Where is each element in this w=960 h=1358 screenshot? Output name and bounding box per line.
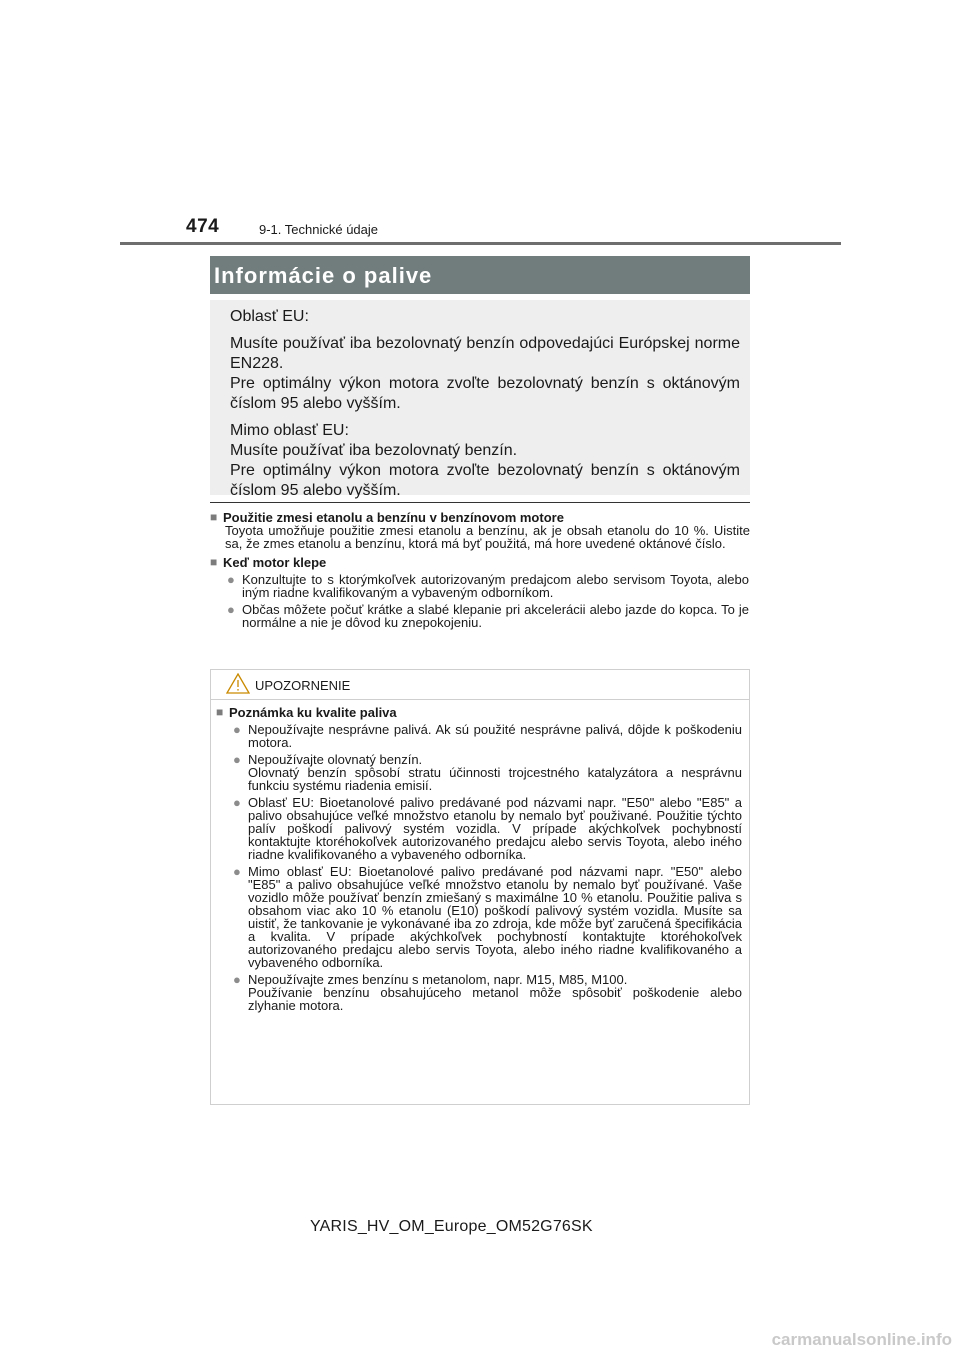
list-item: ● Mimo oblasť EU: Bioetanolové palivo predávané pod názvami napr. "E50" alebo "E85" a palivo obsahujúce veľké množstvo etanolu by nemalo byť používané. Vaše vozidlo môže používať benzín zmiešaný s maximálne 10 % etanolu. Použitie paliva s obsahom viac ako 10 % etanolu (E10) poškodí palivový systém vozidla. Musíte sa uistiť, že tankovanie je vykonávané iba zo zdroja, kde môže byť zaručená špecifikácia a kvalita. V prípade akýchkoľvek pochybností kontaktujte ktoréhokoľvek autorizovaného predajcu alebo servis Toyota, alebo iného riadne kvalifikovaného a vybaveného odborníka. [216,865,743,969]
list-item [216,753,743,792]
page-number: 474 [186,216,220,237]
eu-label: Oblasť EU: [230,308,309,325]
note-heading-ethanol: ■ Použitie zmesi etanolu a benzínu v benzínovom motore [210,510,564,525]
circle-bullet-icon: ● [233,722,241,737]
section-divider [210,502,750,503]
list-item: ● Konzultujte to s ktorýmkoľvek autorizovaným predajcom alebo servisom Toyota, alebo iným riadne kvalifikovaným a vybaveným odborníkom. [210,573,750,599]
non-eu-label: Mimo oblasť EU: [230,422,349,439]
methanol-effect: Používanie benzínu obsahujúceho metanol môže spôsobiť poškodenie alebo zlyhanie motora. [248,985,742,1013]
page-title: Informácie o palive [210,256,750,294]
list-item: ● Občas môžete počuť krátke a slabé klepanie pri akcelerácii alebo jazde do kopca. To je normálne a nie je dôvod ku znepokojeniu. [210,603,750,629]
section-title: 9-1. Technické údaje [259,222,379,237]
leaded-fuel-line: Nepoužívajte olovnatý benzín. [248,752,423,767]
leaded-fuel-effect: Olovnatý benzín spôsobí stratu účinnosti trojcestného katalyzátora a nesprávnu funkciu systému riadenia emisií. [248,765,742,793]
caution-body [211,700,749,1012]
circle-bullet-icon: ● [227,572,235,587]
note-heading-knock: ■ Keď motor klepe [210,555,327,570]
methanol-line: Nepoužívajte zmes benzínu s metanolom, napr. M15, M85, M100. [248,972,628,987]
eu-octane: Pre optimálny výkon motora zvoľte bezolovnatý benzín s oktánovým číslom 95 alebo vyšším. [230,375,740,412]
fuel-info-box [210,300,750,499]
circle-bullet-icon: ● [233,972,241,987]
main-notes [210,511,750,629]
circle-bullet-icon: ● [233,752,241,767]
circle-bullet-icon: ● [233,795,241,810]
list-item: ● Oblasť EU: Bioetanolové palivo predávané pod názvami napr. "E50" alebo "E85" a palivo obsahujúce veľké množstvo etanolu by nemalo byť použivané. Použitie týchto palív poškodí palivový systém vozidla. V prípade akýchkoľvek pochybností kontaktujte ktoréhokoľvek autorizovaného predajcu alebo servis Toyota, alebo iného riadne kvalifikovaného a vybaveného odborníka. [216,796,743,861]
list-item: ● Nepoužívajte nesprávne palivá. Ak sú použité nesprávne palivá, dôjde k poškodeniu motora. [216,723,743,749]
circle-bullet-icon: ● [227,602,235,617]
document-code: YARIS_HV_OM_Europe_OM52G76SK [310,1218,593,1235]
square-bullet-icon: ■ [210,510,218,524]
eu-requirement: Musíte používať iba bezolovnatý benzín odpovedajúci Európskej norme EN228. [230,335,740,372]
caution-box [210,669,750,1105]
note-text-ethanol: Toyota umožňuje použitie zmesi etanolu a benzínu, ak je obsah etanolu do 10 %. Uistite sa, že zmes etanolu a benzínu, ktorá má byť použitá, má hore uvedené oktánové číslo. [225,523,750,551]
square-bullet-icon: ■ [216,705,224,719]
list-item [216,973,743,1012]
caution-heading: ■ Poznámka ku kvalite paliva [216,705,397,720]
square-bullet-icon: ■ [210,555,218,569]
non-eu-requirement: Musíte používať iba bezolovnatý benzín. [230,442,518,459]
caution-label: UPOZORNENIE [255,678,351,693]
header-rule [120,242,841,245]
non-eu-octane: Pre optimálny výkon motora zvoľte bezolovnatý benzín s oktánovým číslom 95 alebo vyšším. [230,462,740,499]
warning-triangle-icon [226,673,250,697]
watermark: carmanualsonline.info [771,1330,952,1349]
circle-bullet-icon: ● [233,864,241,879]
caution-header [211,670,749,700]
